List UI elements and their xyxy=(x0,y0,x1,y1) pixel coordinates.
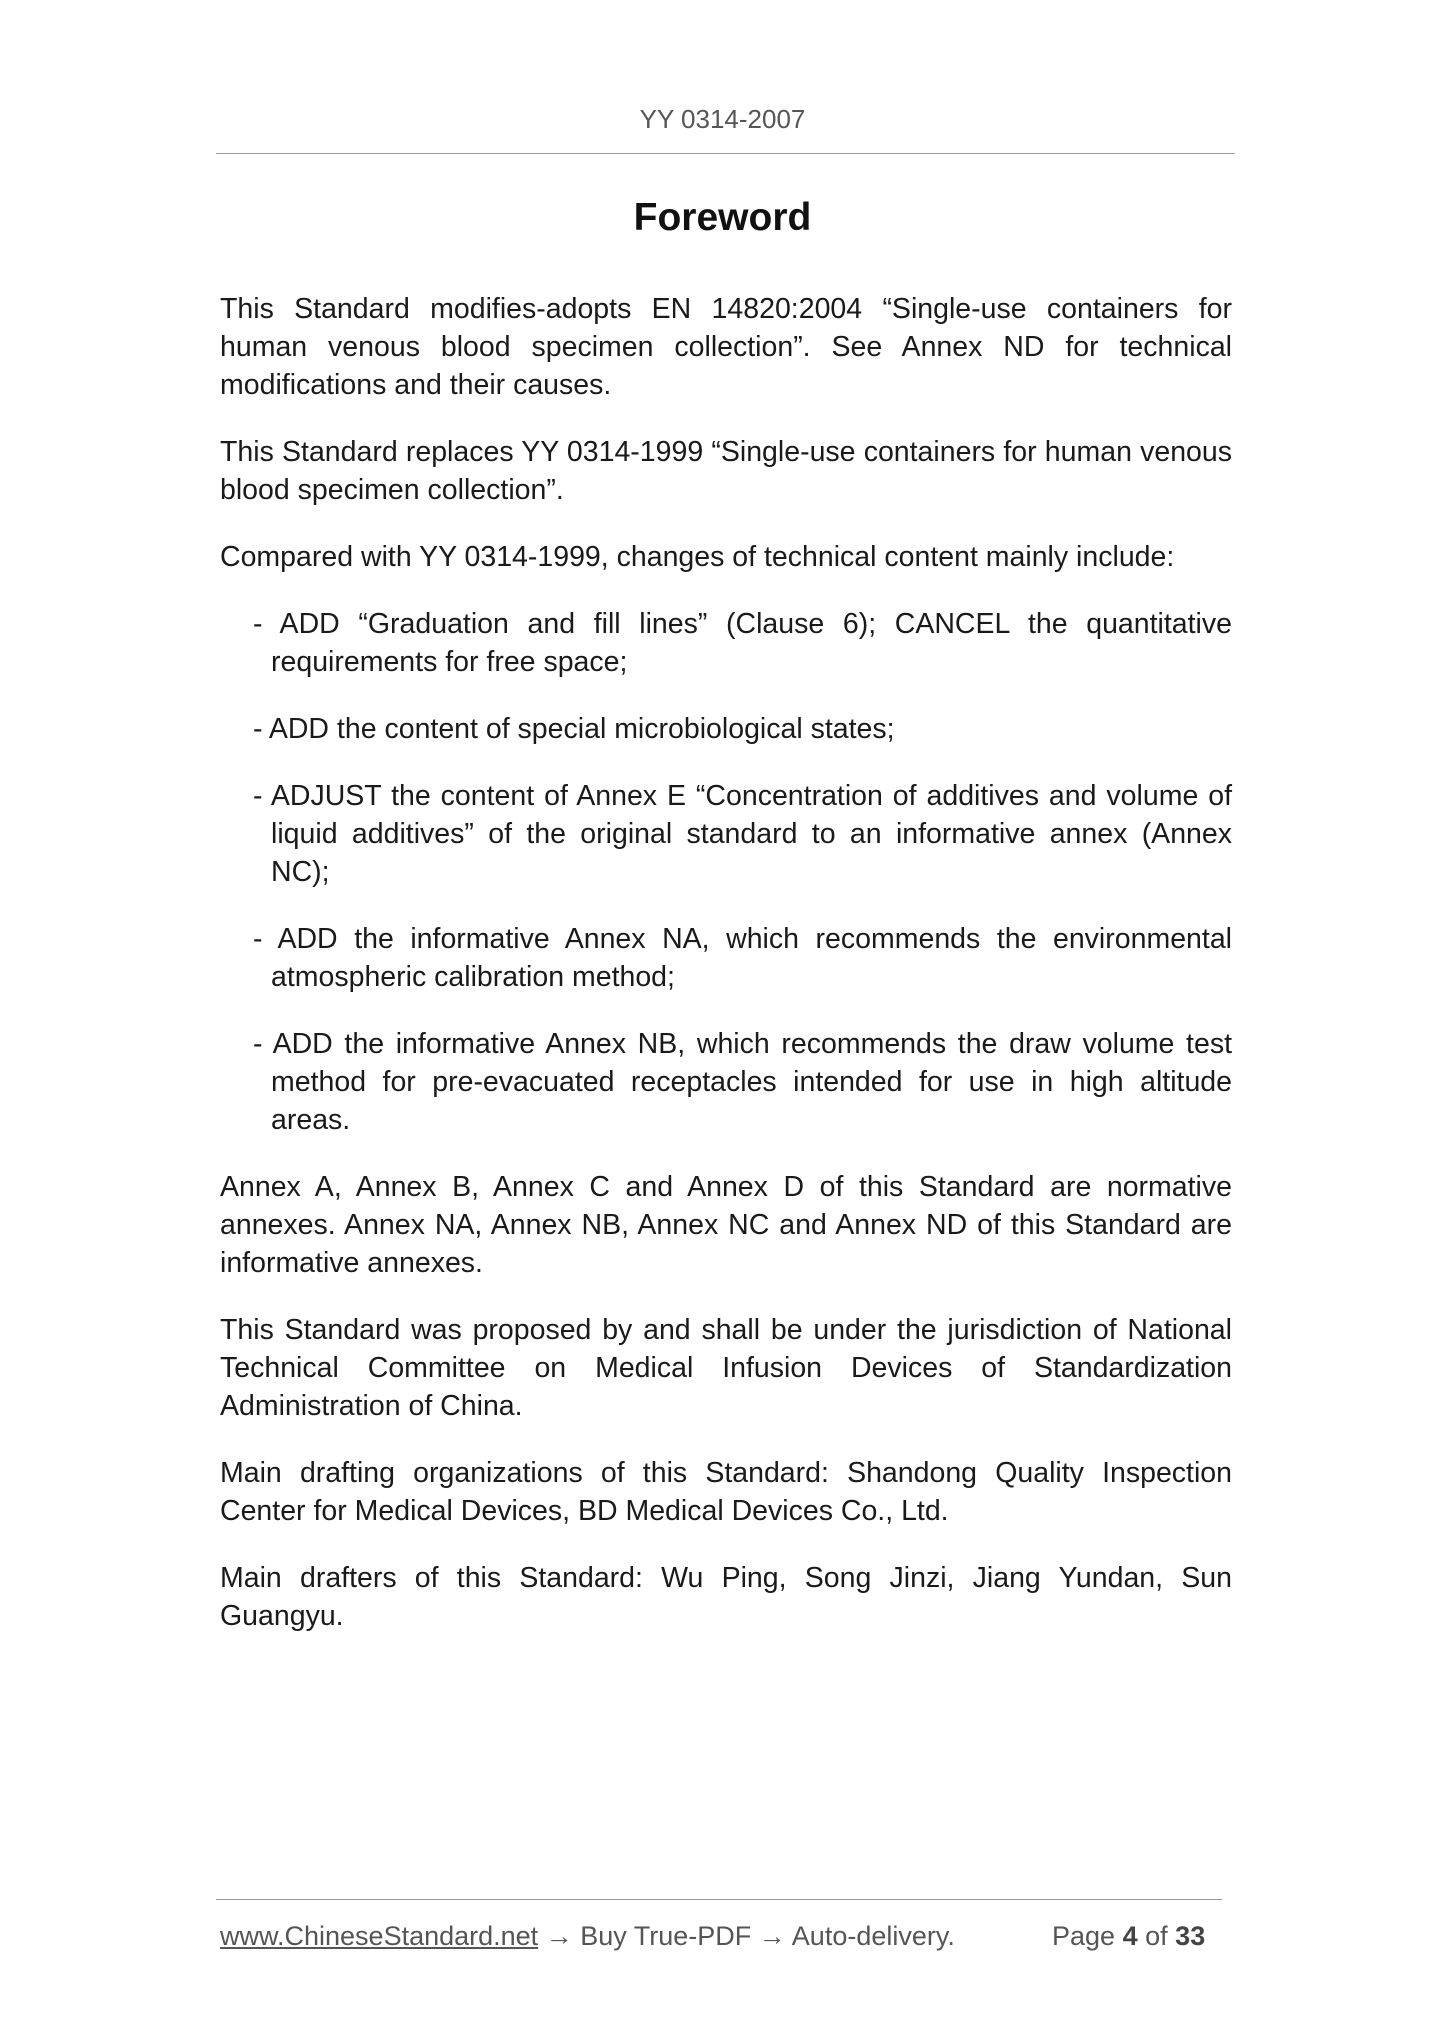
page-header: YY 0314-2007 xyxy=(639,104,806,134)
footer-promo xyxy=(220,1921,955,1952)
paragraph-replacement: This Standard replaces YY 0314-1999 “Single-use containers for human venous blood specimen collection”. xyxy=(220,436,1232,506)
list-item: - ADJUST the content of Annex E “Concentration of additives and volume of liquid additives” of the original standard to an informative annex (Annex NC); xyxy=(253,780,1232,888)
list-item: - ADD the content of special microbiological states; xyxy=(253,713,895,745)
paragraph-annexes: Annex A, Annex B, Annex C and Annex D of this Standard are normative annexes. Annex NA, Annex NB, Annex NC and Annex ND of this Standard are informative annexes. xyxy=(220,1171,1232,1279)
paragraph-changes-intro: Compared with YY 0314-1999, changes of technical content mainly include: xyxy=(220,541,1175,573)
website-link[interactable]: www.ChineseStandard.net xyxy=(220,1921,539,1951)
header-divider xyxy=(216,153,1235,154)
footer-divider xyxy=(216,1899,1222,1900)
paragraph-adoption: This Standard modifies-adopts EN 14820:2004 “Single-use containers for human venous blood specimen collection”. See Annex ND for technical modifications and their causes. xyxy=(220,293,1232,401)
page-number-indicator xyxy=(1052,1921,1205,1952)
arrow-right-icon: → xyxy=(758,1921,786,1951)
paragraph-drafters: Main drafters of this Standard: Wu Ping, Song Jinzi, Jiang Yundan, Sun Guangyu. xyxy=(220,1562,1232,1632)
list-item: - ADD “Graduation and fill lines” (Clause 6); CANCEL the quantitative requirements for free space; xyxy=(253,608,1232,678)
changes-list xyxy=(220,605,1232,1139)
buy-text: Buy True-PDF xyxy=(580,1921,752,1951)
delivery-text: Auto-delivery. xyxy=(791,1921,955,1951)
paragraph-drafting-organizations: Main drafting organizations of this Standard: Shandong Quality Inspection Center for Medical Devices, BD Medical Devices Co., Ltd. xyxy=(220,1457,1232,1527)
list-item: - ADD the informative Annex NA, which recommends the environmental atmospheric calibration method; xyxy=(253,923,1232,993)
foreword-body xyxy=(220,290,1232,1664)
list-item: - ADD the informative Annex NB, which recommends the draw volume test method for pre-evacuated receptacles intended for use in high altitude areas. xyxy=(253,1028,1232,1136)
total-page-count: 33 xyxy=(1175,1921,1206,1951)
page-label: Page xyxy=(1052,1921,1116,1951)
of-label: of xyxy=(1145,1921,1168,1951)
arrow-right-icon: → xyxy=(545,1921,573,1951)
page-title: Foreword xyxy=(633,196,812,239)
current-page-number: 4 xyxy=(1122,1921,1138,1951)
paragraph-jurisdiction: This Standard was proposed by and shall be under the jurisdiction of National Technical Committee on Medical Infusion Devices of Standardization Administration of China. xyxy=(220,1314,1232,1422)
